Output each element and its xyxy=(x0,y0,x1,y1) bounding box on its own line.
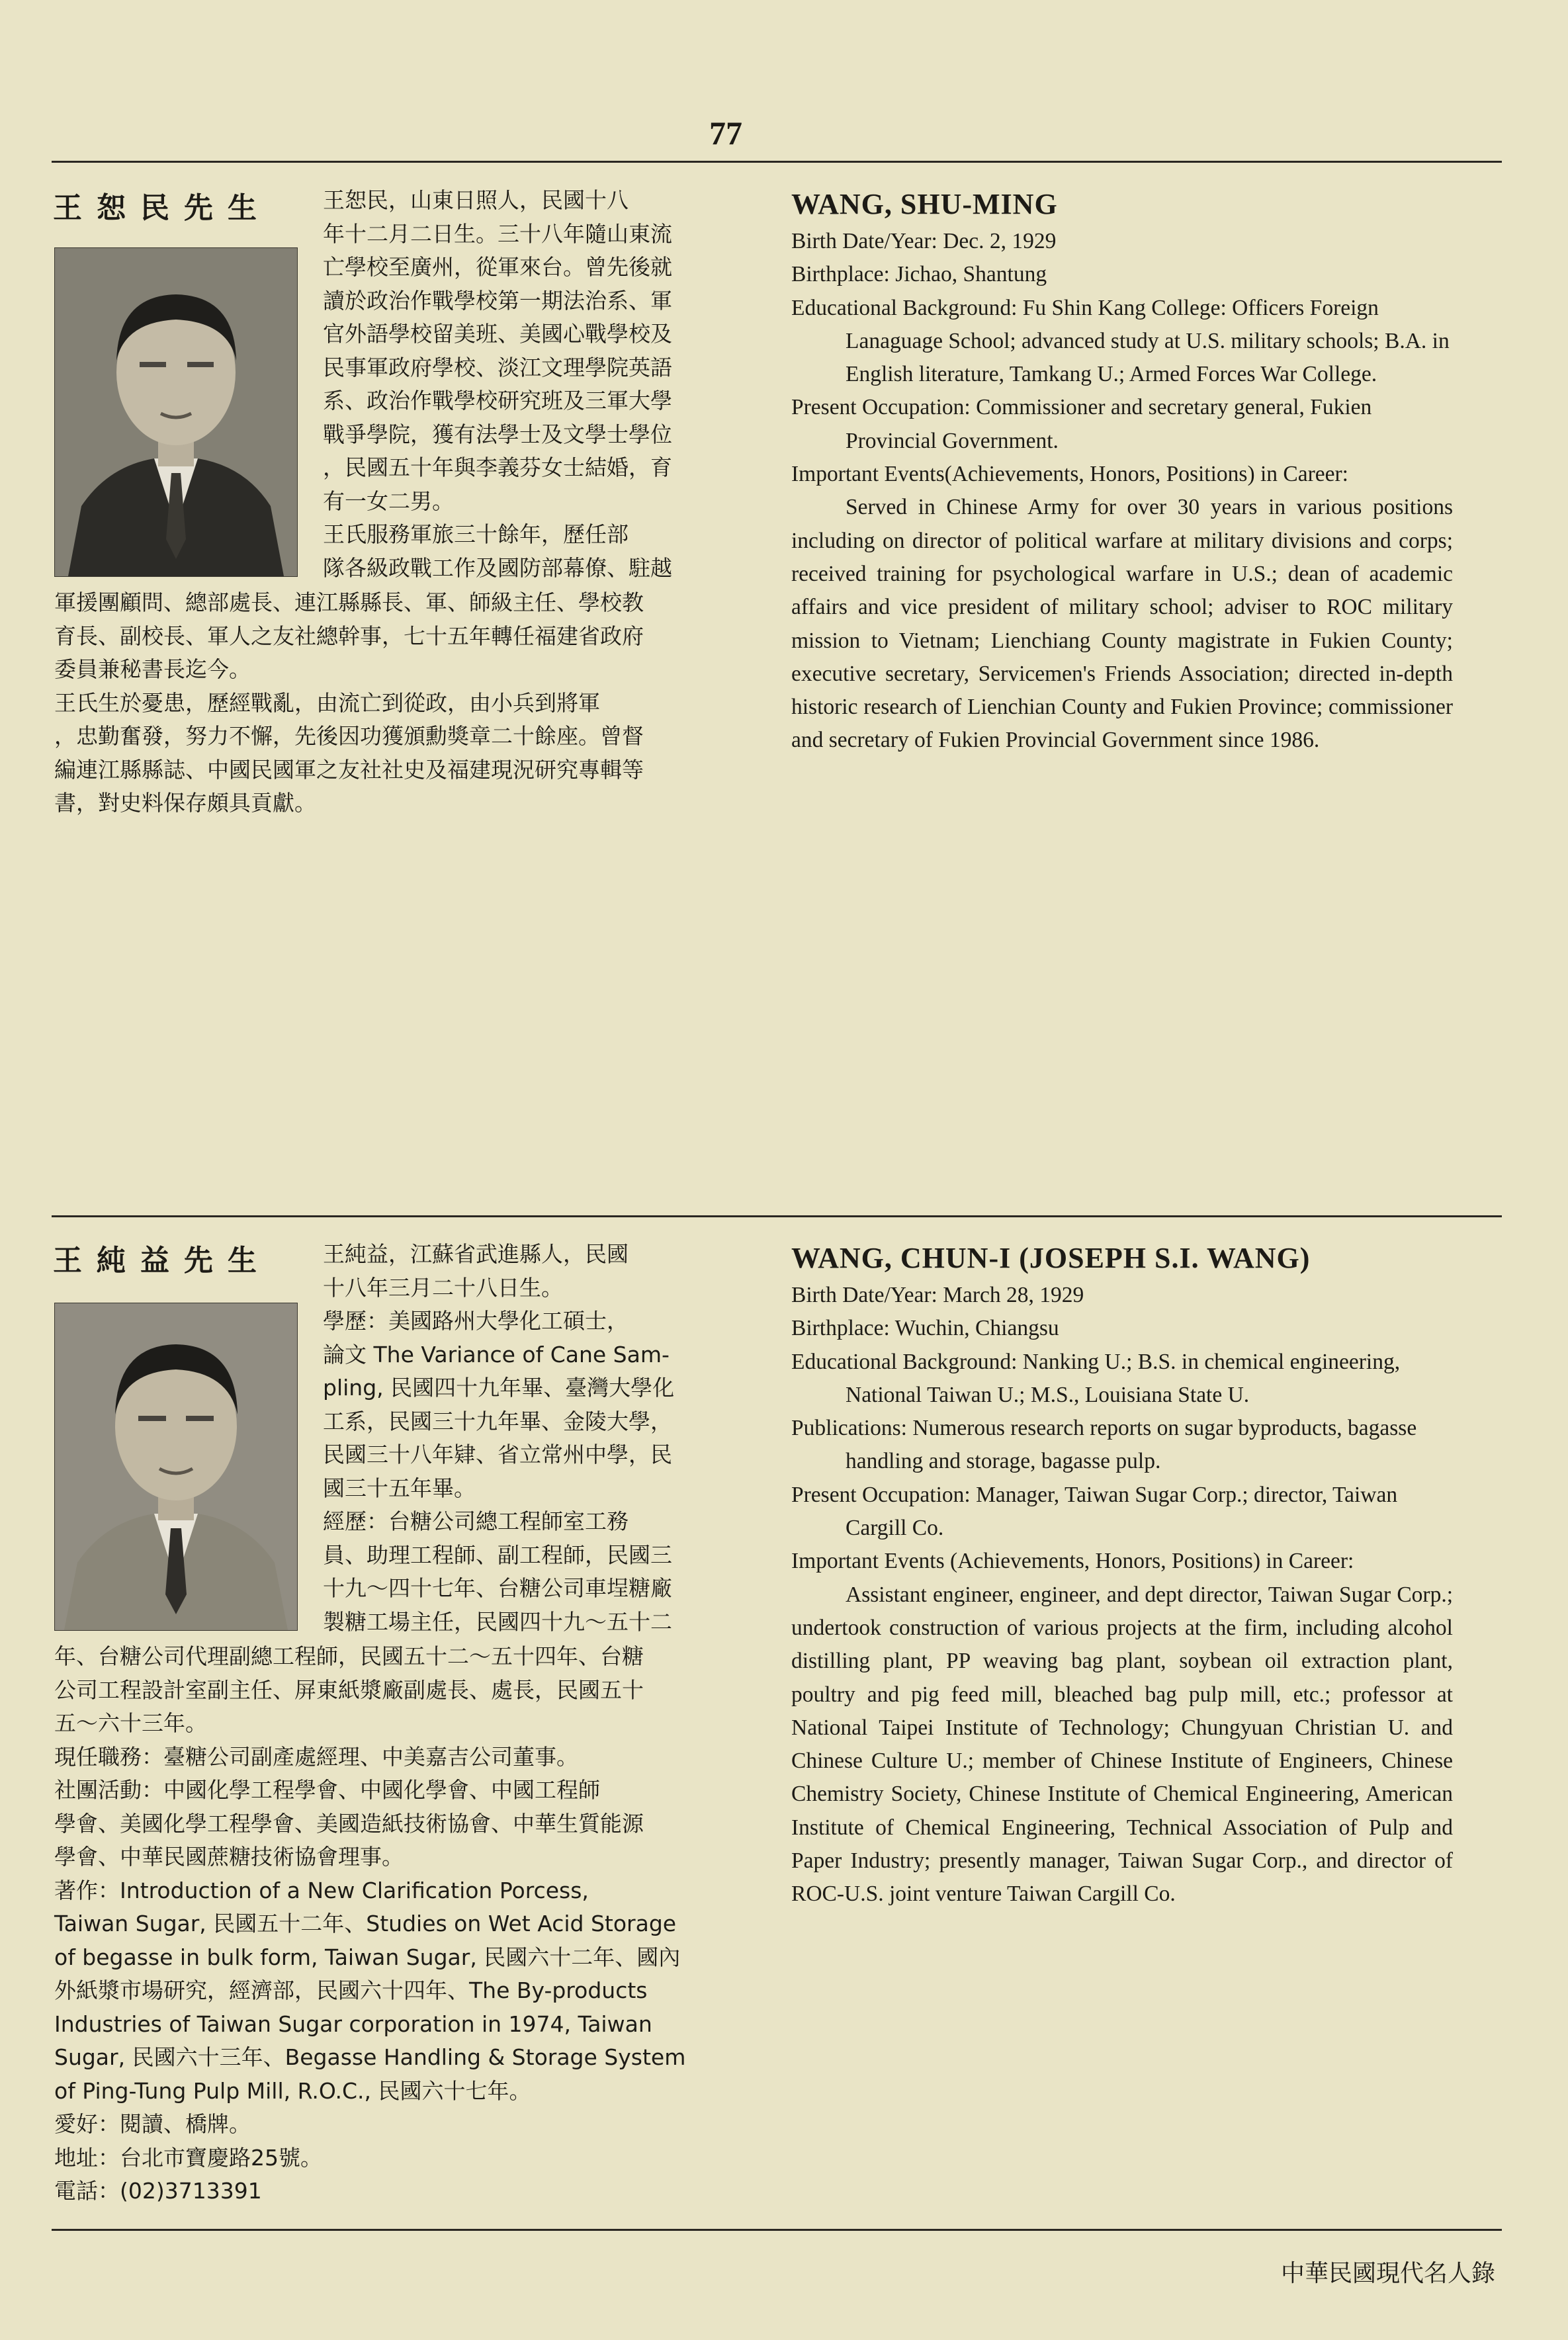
publications: Publications: Numerous research reports on sugar byproducts, bagasse handling and storage, bagasse pulp. xyxy=(791,1416,1417,1474)
birth-date: Birth Date/Year: March 28, 1929 xyxy=(791,1283,1084,1307)
cn-name: 王純益先生 xyxy=(53,1244,271,1278)
bottom-rule xyxy=(52,2229,1502,2231)
top-rule xyxy=(52,161,1502,163)
en-name: WANG, CHUN-I (JOSEPH S.I. WANG) xyxy=(791,1242,1311,1274)
en-name: WANG, SHU-MING xyxy=(791,188,1058,220)
cn-bio-top: 王恕民，山東日照人，民國十八 年十二月二日生。三十八年隨山東流 亡學校至廣州，從軍來台。曾先後就 讀於政治作戰學校第一期法治系、軍 官外語學校留美班、美國心戰學校及 民事軍政府學校、淡江文理學院英語 系、政治作戰學校研究班及三軍大學 戰爭學院，獲有法學士及文學士學位 ，民國五十年與李義芬女士結婚，育 有一女二男。 王氏服務軍旅三十餘年，歷任部 隊各級政戰工作及國防部幕僚、駐越 xyxy=(323,187,672,581)
education: Educational Background: Fu Shin Kang College: Officers Foreign Lanaguage School; advanced study at U.S. military schools; B.A. in English literature, Tamkang U.; Armed Forces War College. xyxy=(791,295,1450,387)
cn-bio-bottom: 軍援團顧問、總部處長、連江縣縣長、軍、師級主任、學校教 育長、副校長、軍人之友社總幹事，七十五年轉任福建省政府 委員兼秘書長迄今。 王氏生於憂患，歷經戰亂，由流亡到從政，由小兵到將軍 ，忠勤奮發，努力不懈，先後因功獲頒勳獎章二十餘座。曾督 編連江縣縣誌、中國民國軍之友社社史及福建現況研究專輯等 書，對史料保存頗具貢獻。 xyxy=(54,589,644,816)
cn-bio-top: 王純益，江蘇省武進縣人，民國 十八年三月二十八日生。 學歷：美國路州大學化工碩士， 論文 The Variance of Cane Sam- pling, 民國四十九年畢、臺灣大學化 工系，民國三十九年畢、金陵大學， 民國三十八年肄、省立常州中學，民 國三十五年畢。 經歷：台糖公司總工程師室工務 員、助理工程師、副工程師，民國三 十九～四十七年、台糖公司車埕糖廠 製糖工場主任，民國四十九～五十二 xyxy=(323,1241,675,1635)
entry-wang-shu-ming xyxy=(0,165,1568,1211)
cn-bio-bottom: 年、台糖公司代理副總工程師，民國五十二～五十四年、台糖 公司工程設計室副主任、屏東紙漿廠副處長、處長，民國五十 五～六十三年。 現任職務：臺糖公司副產處經理、中美嘉吉公司董事。 社團活動：中國化學工程學會、中國化學會、中國工程師 學會、美國化學工程學會、美國造紙技術協會、中華生質能源 學會、中華民國蔗糖技術協會理事。 著作：Introduction of a New Clarification Porcess, Taiwan Sugar, 民國五十二年、Studies on Wet Acid Storage of begasse in bulk form, Taiwan Sugar, 民國六十二年、國內 外紙漿市場研究，經濟部，民國六十四年、The By-products Industries of Taiwan Sugar corporation in 1974, Taiwan Sugar, 民國六十三年、Begasse Handling & Storage System of Ping-Tung Pulp Mill, R.O.C., 民國六十七年。 愛好：閱讀、橋牌。 地址：台北市寶慶路25號。 電話：(02)3713391 xyxy=(54,1643,686,2204)
middle-rule xyxy=(52,1215,1502,1217)
events: Assistant engineer, engineer, and dept director, Taiwan Sugar Corp.; undertook construction of various projects at the firm, including alcohol distilling plant, PP weaving bag plant, soybean oil extraction plant, poultry and pig feed mill, bleached bag pulp mill, etc.; professor at National Taipei Institute of Technology; Chungyuan Christian U. and Chinese Culture U.; member of Chinese Institute of Engineers, Chinese Chemistry Society, Chinese Institute of Chemical Engineering, American Institute of Chemical Engineering, Technical Association of Pulp and Paper Industry; presently manager, Taiwan Sugar Corp., and director of ROC-U.S. joint venture Taiwan Cargill Co. xyxy=(791,1582,1453,1907)
portrait-photo xyxy=(54,247,298,577)
portrait-icon xyxy=(55,248,297,576)
cn-name: 王恕民先生 xyxy=(53,191,271,225)
portrait-photo xyxy=(54,1303,298,1631)
en-bio xyxy=(791,185,1453,758)
birth-date: Birth Date/Year: Dec. 2, 1929 xyxy=(791,229,1057,253)
occupation: Present Occupation: Commissioner and secretary general, Fukien Provincial Government. xyxy=(791,395,1372,453)
events-label: Important Events(Achievements, Honors, Positions) in Career: xyxy=(791,462,1348,487)
events: Served in Chinese Army for over 30 years in various positions including on director of political warfare at military divisions and corps; received training for psychological warfare in U.S.; dean of academic affairs and vice president of military school; adviser to ROC military mission to Vietnam; Lienchiang County magistrate in Fukien County; executive secretary, Servicemen's Friends Association; directed in-depth historic research of Lienchian County and Fukien Province; commissioner and secretary of Fukien Provincial Government since 1986. xyxy=(791,495,1453,753)
en-bio xyxy=(791,1239,1453,1911)
footer-title: 中華民國現代名人錄 xyxy=(1280,2260,1495,2287)
entry-wang-chun-i xyxy=(0,1221,1568,2226)
page-number: 77 xyxy=(709,114,742,152)
events-label: Important Events (Achievements, Honors, Positions) in Career: xyxy=(791,1549,1354,1574)
birthplace: Birthplace: Wuchin, Chiangsu xyxy=(791,1316,1059,1341)
birthplace: Birthplace: Jichao, Shantung xyxy=(791,262,1047,287)
occupation: Present Occupation: Manager, Taiwan Sugar Corp.; director, Taiwan Cargill Co. xyxy=(791,1482,1398,1541)
education: Educational Background: Nanking U.; B.S. in chemical engineering, National Taiwan U.; M.S., Louisiana State U. xyxy=(791,1349,1401,1407)
portrait-icon xyxy=(55,1303,297,1630)
